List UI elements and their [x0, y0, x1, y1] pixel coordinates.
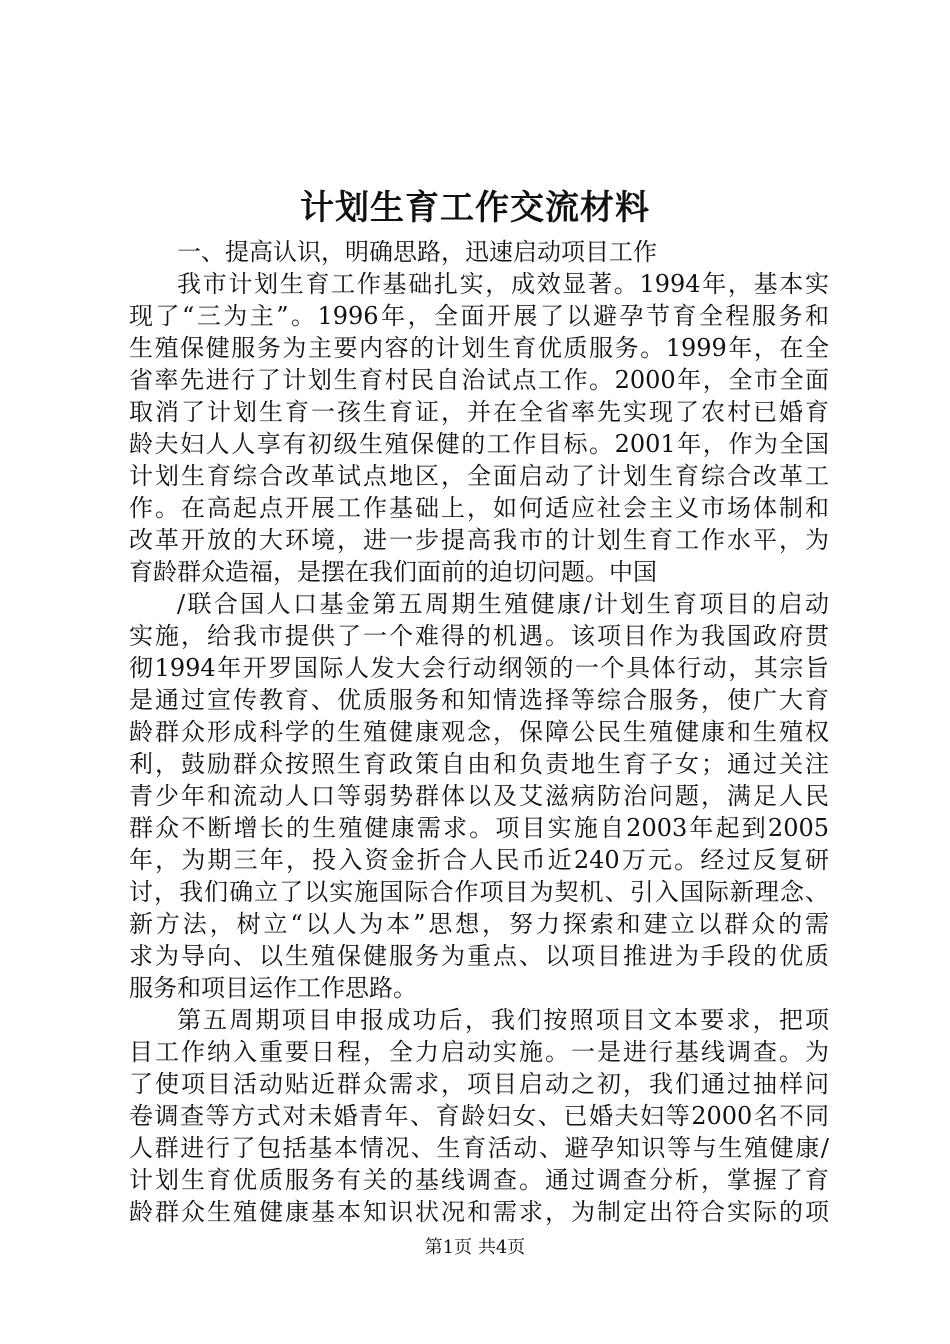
- text-line: 讨，我们确立了以实施国际合作项目为契机、引入国际新理念、: [129, 878, 829, 906]
- text-line: /联合国人口基金第五周期生殖健康/计划生育项目的启动: [177, 590, 829, 618]
- text-line: 龄群众生殖健康基本知识状况和需求，为制定出符合实际的项: [129, 1198, 829, 1226]
- text-line: 是通过宣传教育、优质服务和知情选择等综合服务，使广大育: [129, 686, 829, 714]
- text-line: 年，为期三年，投入资金折合人民币近240万元。经过反复研: [129, 846, 829, 874]
- text-line: 第五周期项目申报成功后，我们按照项目文本要求，把项: [177, 1006, 829, 1034]
- text-line: 实施，给我市提供了一个难得的机遇。该项目作为我国政府贯: [129, 622, 829, 650]
- text-line: 群众不断增长的生殖健康需求。项目实施自2003年起到2005: [129, 814, 829, 842]
- text-line: 利，鼓励群众按照生育政策自由和负责地生育子女；通过关注: [129, 750, 829, 778]
- text-line: 卷调查等方式对未婚青年、育龄妇女、已婚夫妇等2000名不同: [129, 1102, 829, 1130]
- document-title: 计划生育工作交流材料: [300, 188, 650, 228]
- text-line: 计划生育优质服务有关的基线调查。通过调查分析，掌握了育: [129, 1166, 829, 1194]
- text-line: 改革开放的大环境，进一步提高我市的计划生育工作水平，为: [129, 526, 829, 554]
- section-heading: 一、提高认识，明确思路，迅速启动项目工作: [177, 238, 657, 266]
- text-line: 育龄群众造福，是摆在我们面前的迫切问题。中国: [129, 558, 657, 586]
- text-line: 目工作纳入重要日程，全力启动实施。一是进行基线调查。为: [129, 1038, 829, 1066]
- text-line: 新方法，树立“以人为本”思想，努力探索和建立以群众的需: [129, 910, 829, 938]
- text-line: 彻1994年开罗国际人发大会行动纲领的一个具体行动，其宗旨: [129, 654, 829, 682]
- text-line: 省率先进行了计划生育村民自治试点工作。2000年，全市全面: [129, 366, 829, 394]
- text-line: 龄群众形成科学的生殖健康观念，保障公民生殖健康和生殖权: [129, 718, 829, 746]
- text-line: 我市计划生育工作基础扎实，成效显著。1994年，基本实: [177, 270, 829, 298]
- text-line: 求为导向、以生殖保健服务为重点、以项目推进为手段的优质: [129, 942, 829, 970]
- text-line: 青少年和流动人口等弱势群体以及艾滋病防治问题，满足人民: [129, 782, 829, 810]
- text-line: 龄夫妇人人享有初级生殖保健的工作目标。2001年，作为全国: [129, 430, 829, 458]
- text-line: 取消了计划生育一孩生育证，并在全省率先实现了农村已婚育: [129, 398, 829, 426]
- document-body: [129, 236, 829, 1228]
- text-line: 人群进行了包括基本情况、生育活动、避孕知识等与生殖健康/: [129, 1134, 829, 1162]
- text-line: 服务和项目运作工作思路。: [129, 974, 417, 1002]
- text-line: 现了“三为主”。1996年，全面开展了以避孕节育全程服务和: [129, 302, 829, 330]
- page-footer: 第1页 共4页: [424, 1237, 526, 1258]
- text-line: 计划生育综合改革试点地区，全面启动了计划生育综合改革工: [129, 462, 829, 490]
- text-line: 作。在高起点开展工作基础上，如何适应社会主义市场体制和: [129, 494, 829, 522]
- text-line: 生殖保健服务为主要内容的计划生育优质服务。1999年，在全: [129, 334, 829, 362]
- text-line: 了使项目活动贴近群众需求，项目启动之初，我们通过抽样问: [129, 1070, 829, 1098]
